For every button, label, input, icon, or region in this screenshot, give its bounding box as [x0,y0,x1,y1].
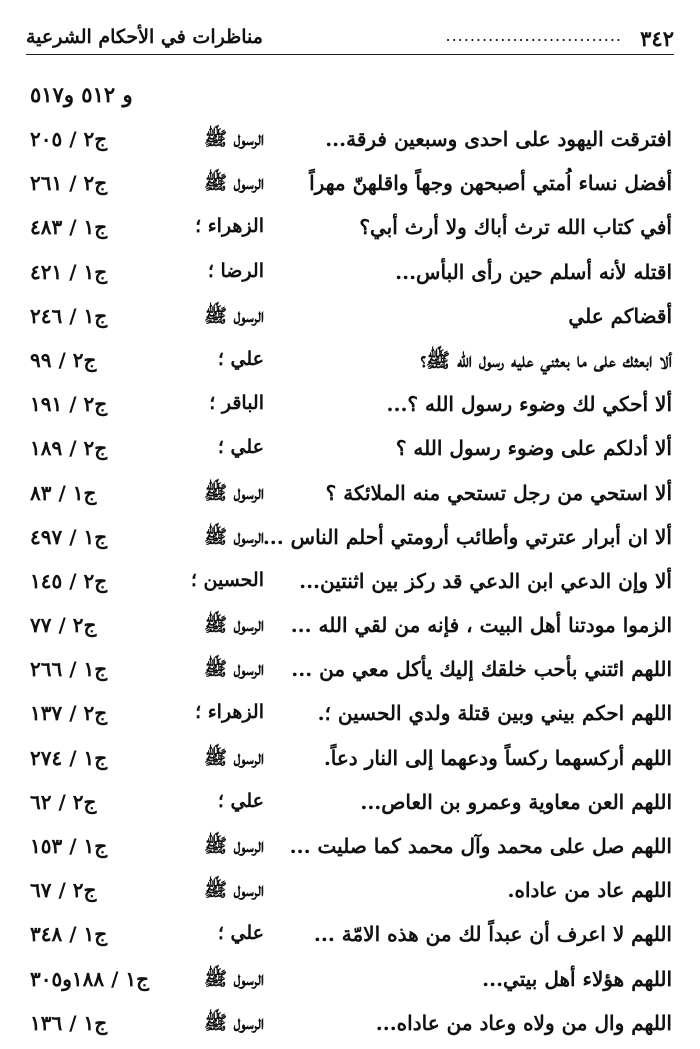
index-entry [20,740,672,784]
entry-speaker: الرسول ﷺ [204,658,264,681]
entry-text: ألا أحكي لك وضوء رسول الله ؟... [386,392,672,417]
entry-reference: ج١ / ٢٤٦ [30,303,108,328]
entry-reference: ج١ / ٣٤٨ [30,922,108,947]
entry-reference: ج١ / ٢٧٤ [30,745,108,770]
index-entry [20,872,672,916]
entry-text: اللهم لا اعرف أن عبداً لك من هذه الامّة ... [313,922,672,947]
entry-text: اللهم وال من ولاه وعاد من عاداه... [375,1010,672,1035]
entry-text: اللهم عاد من عاداه. [507,878,672,903]
header-leader-dots: ............................. [445,26,622,45]
entry-text: اللهم هؤلاء أهل بيتي... [482,966,672,991]
index-entry [20,430,672,474]
entry-speaker: الرسول ﷺ [204,304,264,327]
index-entry [20,607,672,651]
entry-speaker: الزهراء ؛ [195,215,264,238]
entry-speaker: الزهراء ؛ [195,701,264,724]
index-entry [20,386,672,430]
entry-reference: ج١ / ٤٨٣ [30,215,108,240]
index-entry [20,165,672,209]
entry-speaker: الرسول ﷺ [204,879,264,902]
entry-text: ألا وإن الدعي ابن الدعي قد ركز بين اثنتين... [299,568,672,593]
entry-reference: ج١ / ١٥٣ [30,834,108,858]
entry-text: اللهم ائتني بأحب خلقك إليك يأكل معي من ... [291,657,672,682]
entry-reference: ج٢ / ٢٦١ [30,171,108,196]
index-entry [20,563,672,607]
entry-text: اللهم أركسهما ركساً ودعهما إلى النار دعاً. [323,745,672,770]
entry-reference: ج٢ / ١٤٥ [30,568,108,593]
entry-text: أقضاكم علي [568,303,672,328]
index-entry [20,121,672,165]
entry-text: الزموا مودتنا أهل البيت ، فإنه من لقي الله ... [290,613,672,638]
entry-speaker: الحسين ؛ [190,568,264,591]
entry-speaker: الرسول ﷺ [204,525,264,548]
page-number: ٣٤٢ [640,26,674,51]
entry-speaker: الرضا ؛ [207,259,264,282]
entry-reference: ج١ / ٨٣ [30,480,97,505]
index-entry [20,695,672,739]
entry-speaker: الرسول ﷺ [204,128,264,150]
index-entry [20,916,672,960]
entry-text: ألا أدلكم على وضوء رسول الله ؟ [395,436,672,461]
entry-text: اقتله لأنه أسلم حين رأى البأس... [395,259,672,284]
entry-speaker: الرسول ﷺ [204,967,264,990]
index-entry [20,784,672,828]
index-entry [20,209,672,253]
entry-text: اللهم صل على محمد وآل محمد كما صليت ... [289,834,672,858]
index-entry [20,342,672,386]
entry-text: أفضل نساء اُمتي أصبحهن وجهاً واقلهنّ مهراً [309,171,672,196]
entry-text: اللهم احكم بيني وبين قتلة ولدي الحسين ؛. [317,701,672,726]
entry-reference: ج٢ / ١٩١ [30,392,108,417]
entry-speaker: الرسول ﷺ [204,481,264,504]
entry-reference: ج١ / ٢٦٦ [30,657,108,682]
page-header [26,22,674,55]
entry-speaker: الرسول ﷺ [204,1011,264,1034]
entry-speaker: علي ؛ [217,347,264,370]
index-entry [20,1005,672,1049]
entry-speaker: علي ؛ [217,789,264,812]
index-entry [20,254,672,298]
running-title: مناظرات في الأحكام الشرعية [26,26,263,48]
entry-speaker: الرسول ﷺ [204,614,264,637]
entry-text: ألا استحي من رجل تستحي منه الملائكة ؟ [325,480,672,505]
entry-speaker: الرسول ﷺ [204,835,264,857]
index-entry [20,961,672,1005]
index-entry [20,651,672,695]
entry-reference: ج١ / ٤٢١ [30,259,108,284]
entry-reference: ج٢ / ٧٧ [30,613,97,638]
entry-reference: ج٢ / ١٨٩ [30,436,108,461]
entry-speaker: الرسول ﷺ [204,746,264,769]
entry-reference: ج١ / ١٣٦ [30,1010,108,1035]
index-entry [20,828,672,872]
entry-text: افترقت اليهود على احدى وسبعين فرقة... [325,127,672,151]
index-entry [20,298,672,342]
continued-reference: و ٥١٢ و٥١٧ [30,82,133,107]
entry-reference: ج٢ / ١٣٧ [30,701,108,726]
entry-reference: ج٢ / ٦٢ [30,789,97,814]
entry-reference: ج١ / ٤٩٧ [30,524,108,549]
entry-speaker: الرسول ﷺ [204,172,264,195]
entry-text: ألا ابعثك على ما بعثني عليه رسول الله ﷺ؟ [420,347,672,372]
entry-text: اللهم العن معاوية وعمرو بن العاص... [360,789,672,814]
index-entry [20,519,672,563]
entry-speaker: علي ؛ [217,436,264,459]
entry-reference: ج٢ / ٦٧ [30,878,97,903]
index-list [20,121,672,1049]
entry-reference: ج٢ / ٢٠٥ [30,127,108,151]
entry-speaker: الباقر ؛ [209,392,264,415]
entry-reference: ج٢ / ٩٩ [30,347,97,372]
index-entry [20,475,672,519]
entry-text: ألا ان أبرار عترتي وأطائب أرومتي أحلم الناس ... [262,524,672,549]
entry-reference: ج١ / ١٨٨و٣٠٥ [30,966,150,991]
entry-text: أفي كتاب الله ترث أباك ولا أرث أبي؟ [359,215,672,240]
entry-speaker: علي ؛ [217,922,264,945]
